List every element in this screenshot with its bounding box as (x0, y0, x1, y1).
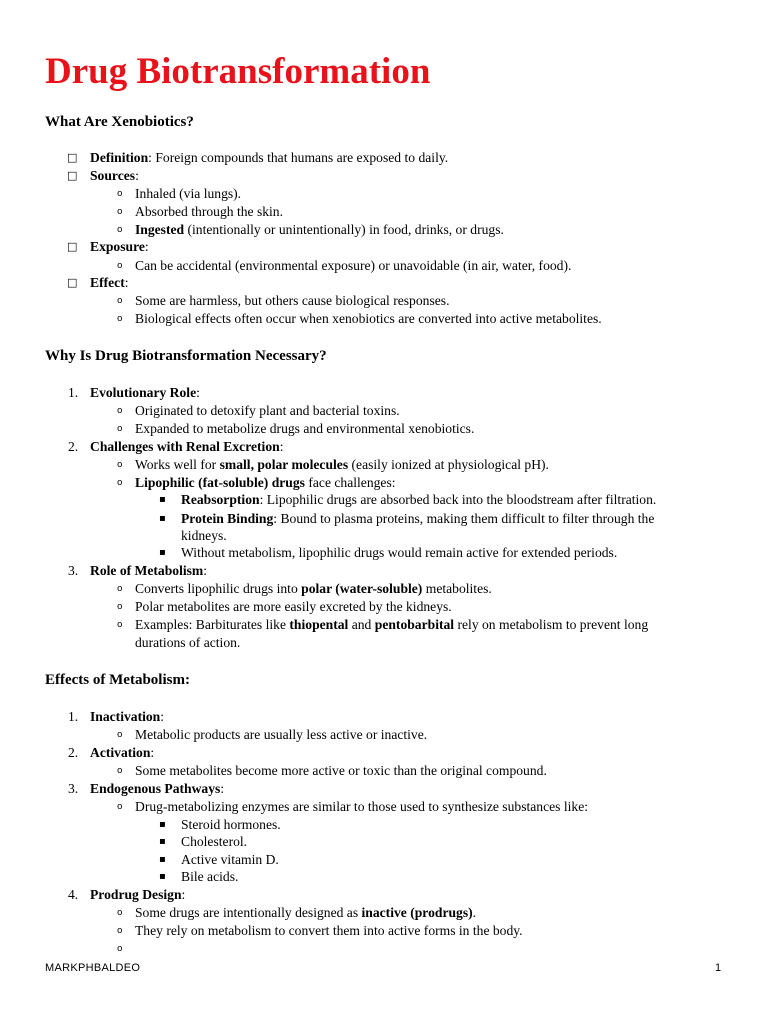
list-number: 3. (68, 563, 79, 578)
section-heading-xenobiotics: What Are Xenobiotics? (45, 114, 194, 130)
sub-bullet-marker: o (117, 944, 123, 954)
list-item: Protein Binding: Bound to plasma proteins, making them difficult to filter through the (181, 511, 655, 526)
list-item-continuation: kidneys. (181, 528, 227, 543)
list-item: Some metabolites become more active or toxic than the original compound. (135, 763, 547, 778)
sub-bullet-marker: o (117, 802, 123, 812)
list-item: Some drugs are intentionally designed as inactive (prodrugs). (135, 905, 477, 920)
section-heading-effects: Effects of Metabolism: (45, 672, 190, 688)
footer-author: MARKPHBALDEO (45, 962, 141, 974)
list-item: Drug-metabolizing enzymes are similar to those used to synthesize substances like: (135, 799, 589, 814)
list-item-activation: Activation: (90, 745, 155, 760)
sub-bullet-marker: o (117, 730, 123, 740)
list-item-continuation: durations of action. (135, 635, 241, 650)
sub-sub-bullet-marker: ▪ (159, 547, 166, 558)
sub-sub-bullet-marker: ▪ (159, 854, 166, 865)
list-item: Converts lipophilic drugs into polar (water-soluble) metabolites. (135, 581, 492, 596)
list-item-endogenous-pathways: Endogenous Pathways: (90, 781, 225, 796)
list-item: Without metabolism, lipophilic drugs would remain active for extended periods. (181, 545, 618, 560)
sub-bullet-marker: o (117, 908, 123, 918)
sub-sub-bullet-marker: ▪ (159, 494, 166, 505)
sub-bullet-marker: o (117, 602, 123, 612)
sub-bullet-marker: o (117, 766, 123, 776)
sub-bullet-marker: o (117, 207, 123, 217)
sub-bullet-marker: o (117, 225, 123, 235)
list-item: Active vitamin D. (181, 852, 279, 867)
page-title: Drug Biotransformation (45, 51, 431, 92)
section-heading-necessity: Why Is Drug Biotransformation Necessary? (45, 348, 327, 364)
sub-bullet-marker: o (117, 189, 123, 199)
sub-bullet-marker: o (117, 424, 123, 434)
list-number: 1. (68, 385, 79, 400)
list-item-renal-excretion: Challenges with Renal Excretion: (90, 439, 284, 454)
list-item: Examples: Barbiturates like thiopental and pentobarbital rely on metabolism to prevent long (135, 617, 649, 632)
list-item: Biological effects often occur when xenobiotics are converted into active metabolites. (135, 311, 602, 326)
list-item: Metabolic products are usually less active or inactive. (135, 727, 428, 742)
sub-bullet-marker: o (117, 261, 123, 271)
sub-bullet-marker: o (117, 406, 123, 416)
list-item: Inhaled (via lungs). (135, 186, 242, 201)
list-number: 3. (68, 781, 79, 796)
sub-sub-bullet-marker: ▪ (159, 819, 166, 830)
list-item-evolutionary-role: Evolutionary Role: (90, 385, 200, 400)
sub-bullet-marker: o (117, 478, 123, 488)
list-item: Absorbed through the skin. (135, 204, 284, 219)
list-item-effect: Effect: (90, 275, 129, 290)
bullet-marker: □ (67, 151, 78, 164)
sub-bullet-marker: o (117, 620, 123, 630)
list-item: Cholesterol. (181, 834, 248, 849)
sub-bullet-marker: o (117, 926, 123, 936)
list-item-prodrug-design: Prodrug Design: (90, 887, 186, 902)
list-item: Ingested (intentionally or unintentionally) in food, drinks, or drugs. (135, 222, 504, 237)
page-number: 1 (715, 962, 722, 974)
sub-bullet-marker: o (117, 460, 123, 470)
list-item: Some are harmless, but others cause biological responses. (135, 293, 450, 308)
list-item-definition: Definition: Foreign compounds that humans are exposed to daily. (90, 150, 449, 165)
list-item: Reabsorption: Lipophilic drugs are absorbed back into the bloodstream after filtration. (181, 492, 657, 507)
sub-sub-bullet-marker: ▪ (159, 513, 166, 524)
list-number: 4. (68, 887, 79, 902)
list-number: 1. (68, 709, 79, 724)
list-number: 2. (68, 745, 79, 760)
list-item: They rely on metabolism to convert them into active forms in the body. (135, 923, 523, 938)
list-item-sources: Sources: (90, 168, 139, 183)
list-number: 2. (68, 439, 79, 454)
bullet-marker: □ (67, 169, 78, 182)
list-item: Polar metabolites are more easily excreted by the kidneys. (135, 599, 452, 614)
list-item-inactivation: Inactivation: (90, 709, 165, 724)
bullet-marker: □ (67, 240, 78, 253)
list-item-exposure: Exposure: (90, 239, 149, 254)
sub-bullet-marker: o (117, 314, 123, 324)
bullet-marker: □ (67, 276, 78, 289)
list-item: Works well for small, polar molecules (easily ionized at physiological pH). (135, 457, 549, 472)
list-item: Lipophilic (fat-soluble) drugs face challenges: (135, 475, 396, 490)
list-item: Bile acids. (181, 869, 239, 884)
sub-sub-bullet-marker: ▪ (159, 836, 166, 847)
list-item: Steroid hormones. (181, 817, 281, 832)
sub-bullet-marker: o (117, 296, 123, 306)
list-item: Can be accidental (environmental exposure) or unavoidable (in air, water, food). (135, 258, 572, 273)
list-item: Originated to detoxify plant and bacterial toxins. (135, 403, 400, 418)
sub-sub-bullet-marker: ▪ (159, 871, 166, 882)
list-item: Expanded to metabolize drugs and environmental xenobiotics. (135, 421, 475, 436)
sub-bullet-marker: o (117, 584, 123, 594)
list-item-role-of-metabolism: Role of Metabolism: (90, 563, 208, 578)
